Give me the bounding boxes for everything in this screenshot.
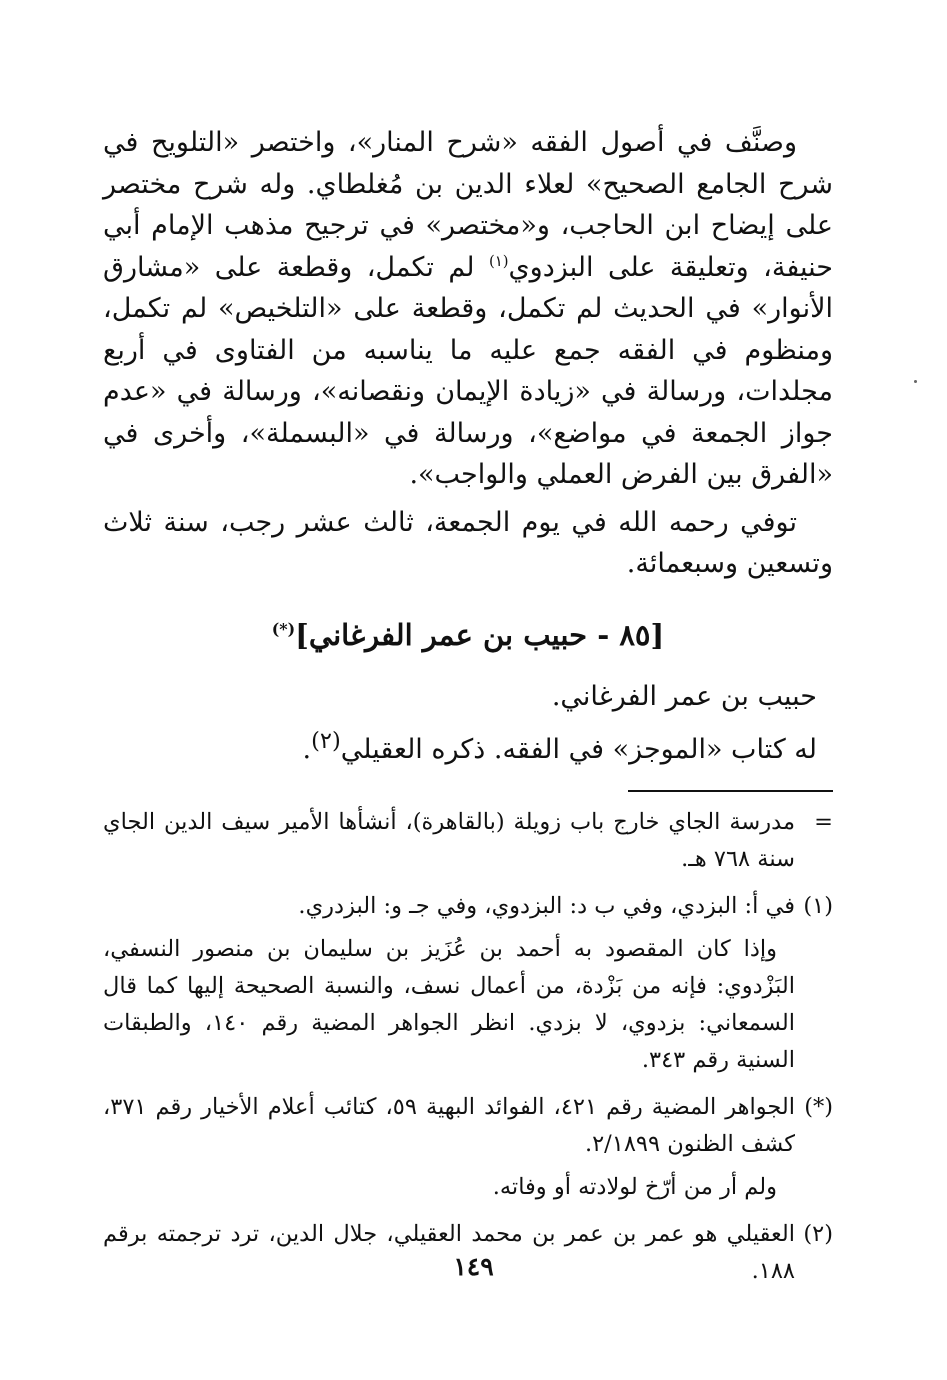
footnote-text: في أ: البزدي، وفي ب د: البزدوي، وفي جـ و: البزدري.: [298, 892, 795, 919]
entry-book-text: له كتاب «الموجز» في الفقه. ذكره العقيلي: [340, 733, 817, 765]
death-paragraph: توفي رحمه الله في يوم الجمعة، ثالث عشر رجب، سنة ثلاث وتسعين وسبعمائة.: [103, 506, 833, 579]
footnote-mark: (*): [804, 1093, 833, 1120]
footnote-star: [103, 1089, 833, 1163]
scan-speck: [914, 380, 917, 383]
entry-book-end: .: [302, 733, 312, 765]
body-text: وصنَّف في أصول الفقه «شرح المنار»، واختصر «التلويح في شرح الجامع الصحيح» لعلاء الدين بن مُغلطاي. وله شرح مختصر على إيضاح ابن الحاجب، و«مختصر» في ترجيح مذهب الإمام أبي حنيفة، وتعليقة على البزدوي: [103, 127, 833, 283]
continuation-mark: =: [814, 808, 833, 835]
page-content: [103, 122, 833, 1290]
footnote-mark: (١): [803, 892, 833, 919]
body-text: لم تكمل، وقطعة على «مشارق الأنوار» في الحديث لم تكمل، وقطعة على «التلخيص» لم تكمل، ومنظوم في الفقه جمع عليه ما يناسبه من الفتاوى في أربع مجلدات، ورسالة في «زيادة الإيمان ونقصانه»، ورسالة في «عدم جواز الجمعة في مواضع»، ورسالة في «البسملة»، وأخرى في «الفرق بين الفرض العملي والواجب».: [103, 251, 833, 490]
footnote-text: مدرسة الجاي خارج باب زويلة (بالقاهرة)، أنشأها الأمير سيف الدين الجاي سنة ٧٦٨ هـ.: [103, 808, 795, 872]
footnote-continuation: [103, 804, 833, 878]
page-number: ١٤٩: [453, 1252, 494, 1281]
footnote-1: [103, 888, 833, 925]
footnote-text: الجواهر المضية رقم ٤٢١، الفوائد البهية ٥٩، كتائب أعلام الأخيار رقم ٣٧١، كشف الظنون ٢/١٨٩٩.: [103, 1093, 795, 1157]
footnote-ref-star[interactable]: (*): [271, 618, 296, 638]
footnote-1-continuation: وإذا كان المقصود به أحمد بن عُزَيز بن سليمان بن منصور النسفي، البَزْدوي: فإنه من بَزْدة، من أعمال نسف، والنسبة الصحيحة إليها كما قال السمعاني: بزدوي، لا بزدي. انظر الجواهر المضية رقم ١٤٠، والطبقات السنية رقم ٣٤٣.: [103, 935, 795, 1073]
entry-book-line: [103, 719, 833, 772]
body-paragraph: [103, 122, 833, 496]
entry-name-line: حبيب بن عمر الفرغاني.: [551, 680, 817, 712]
footnote-mark: (٢): [803, 1220, 833, 1247]
footnote-separator: [628, 790, 833, 792]
footnote-text: العقيلي هو عمر بن عمر بن محمد العقيلي، جلال الدين، ترد ترجمته برقم ١٨٨.: [103, 1220, 795, 1284]
footnote-star-continuation: ولم أر من أرّخ لولادته أو وفاته.: [492, 1173, 777, 1200]
entry-heading-text: [٨٥ - حبيب بن عمر الفرغاني]: [295, 617, 665, 652]
footnote-ref-2[interactable]: (٢): [311, 727, 341, 754]
entry-heading: [103, 615, 833, 655]
footnotes: [103, 804, 833, 1290]
footnote-ref-1[interactable]: (١): [488, 251, 509, 270]
